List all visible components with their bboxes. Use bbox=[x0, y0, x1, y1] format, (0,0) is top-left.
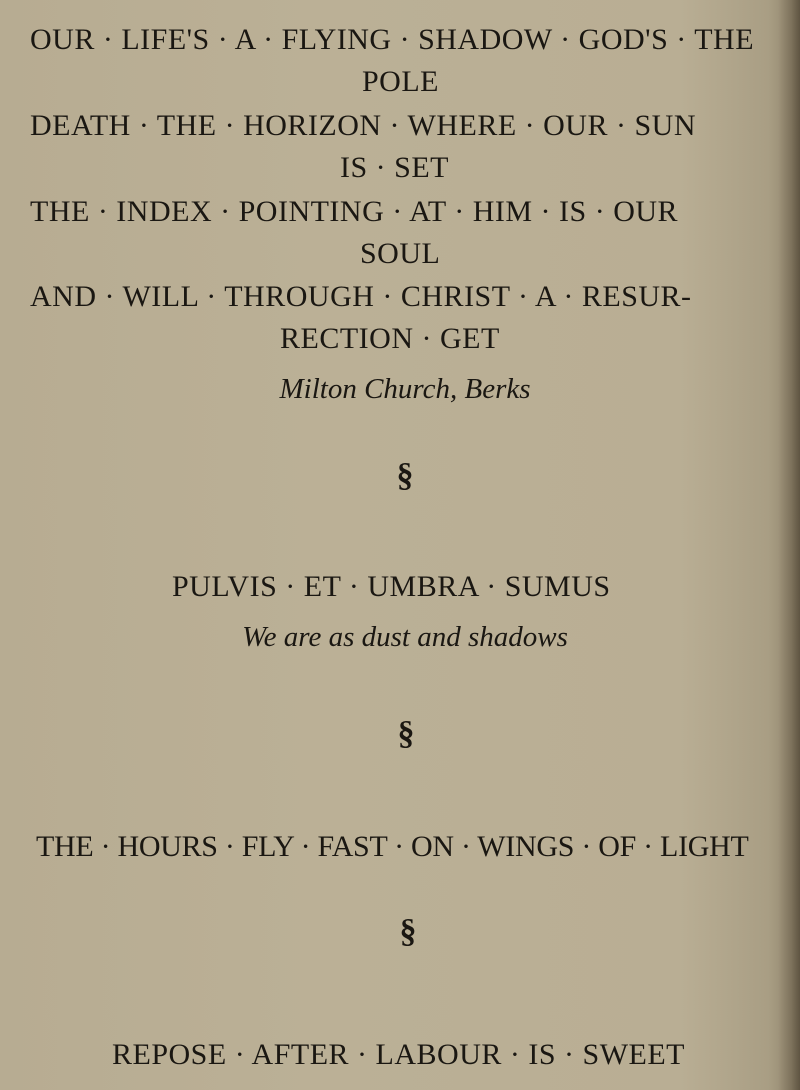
epitaph-1-line-3: DEATH · THE · HORIZON · WHERE · OUR · SUN bbox=[30, 109, 696, 142]
epitaph-3-line-1: THE · HOURS · FLY · FAST · ON · WINGS · OF · LIGHT bbox=[36, 830, 749, 863]
epitaph-1-line-1: OUR · LIFE'S · A · FLYING · SHADOW · GOD'S · THE bbox=[30, 23, 755, 56]
epitaph-1-line-2: POLE bbox=[362, 65, 439, 98]
epitaph-2-translation: We are as dust and shadows bbox=[242, 621, 568, 653]
epitaph-1-line-6: SOUL bbox=[360, 237, 441, 270]
epitaph-1-line-4: IS · SET bbox=[340, 151, 449, 184]
section-ornament: § bbox=[397, 715, 415, 752]
page-edge-shadow bbox=[778, 0, 800, 1090]
epitaph-4-line-1: REPOSE · AFTER · LABOUR · IS · SWEET bbox=[112, 1038, 685, 1071]
epitaph-1-line-8: RECTION · GET bbox=[280, 322, 500, 355]
section-ornament: § bbox=[399, 913, 417, 950]
section-ornament: § bbox=[396, 457, 414, 494]
epitaph-1-line-7: AND · WILL · THROUGH · CHRIST · A · RESUR- bbox=[30, 280, 692, 313]
epitaph-2-line-1: PULVIS · ET · UMBRA · SUMUS bbox=[172, 570, 611, 603]
epitaph-1-line-5: THE · INDEX · POINTING · AT · HIM · IS · OUR bbox=[30, 195, 679, 228]
epitaph-1-source: Milton Church, Berks bbox=[279, 373, 531, 405]
